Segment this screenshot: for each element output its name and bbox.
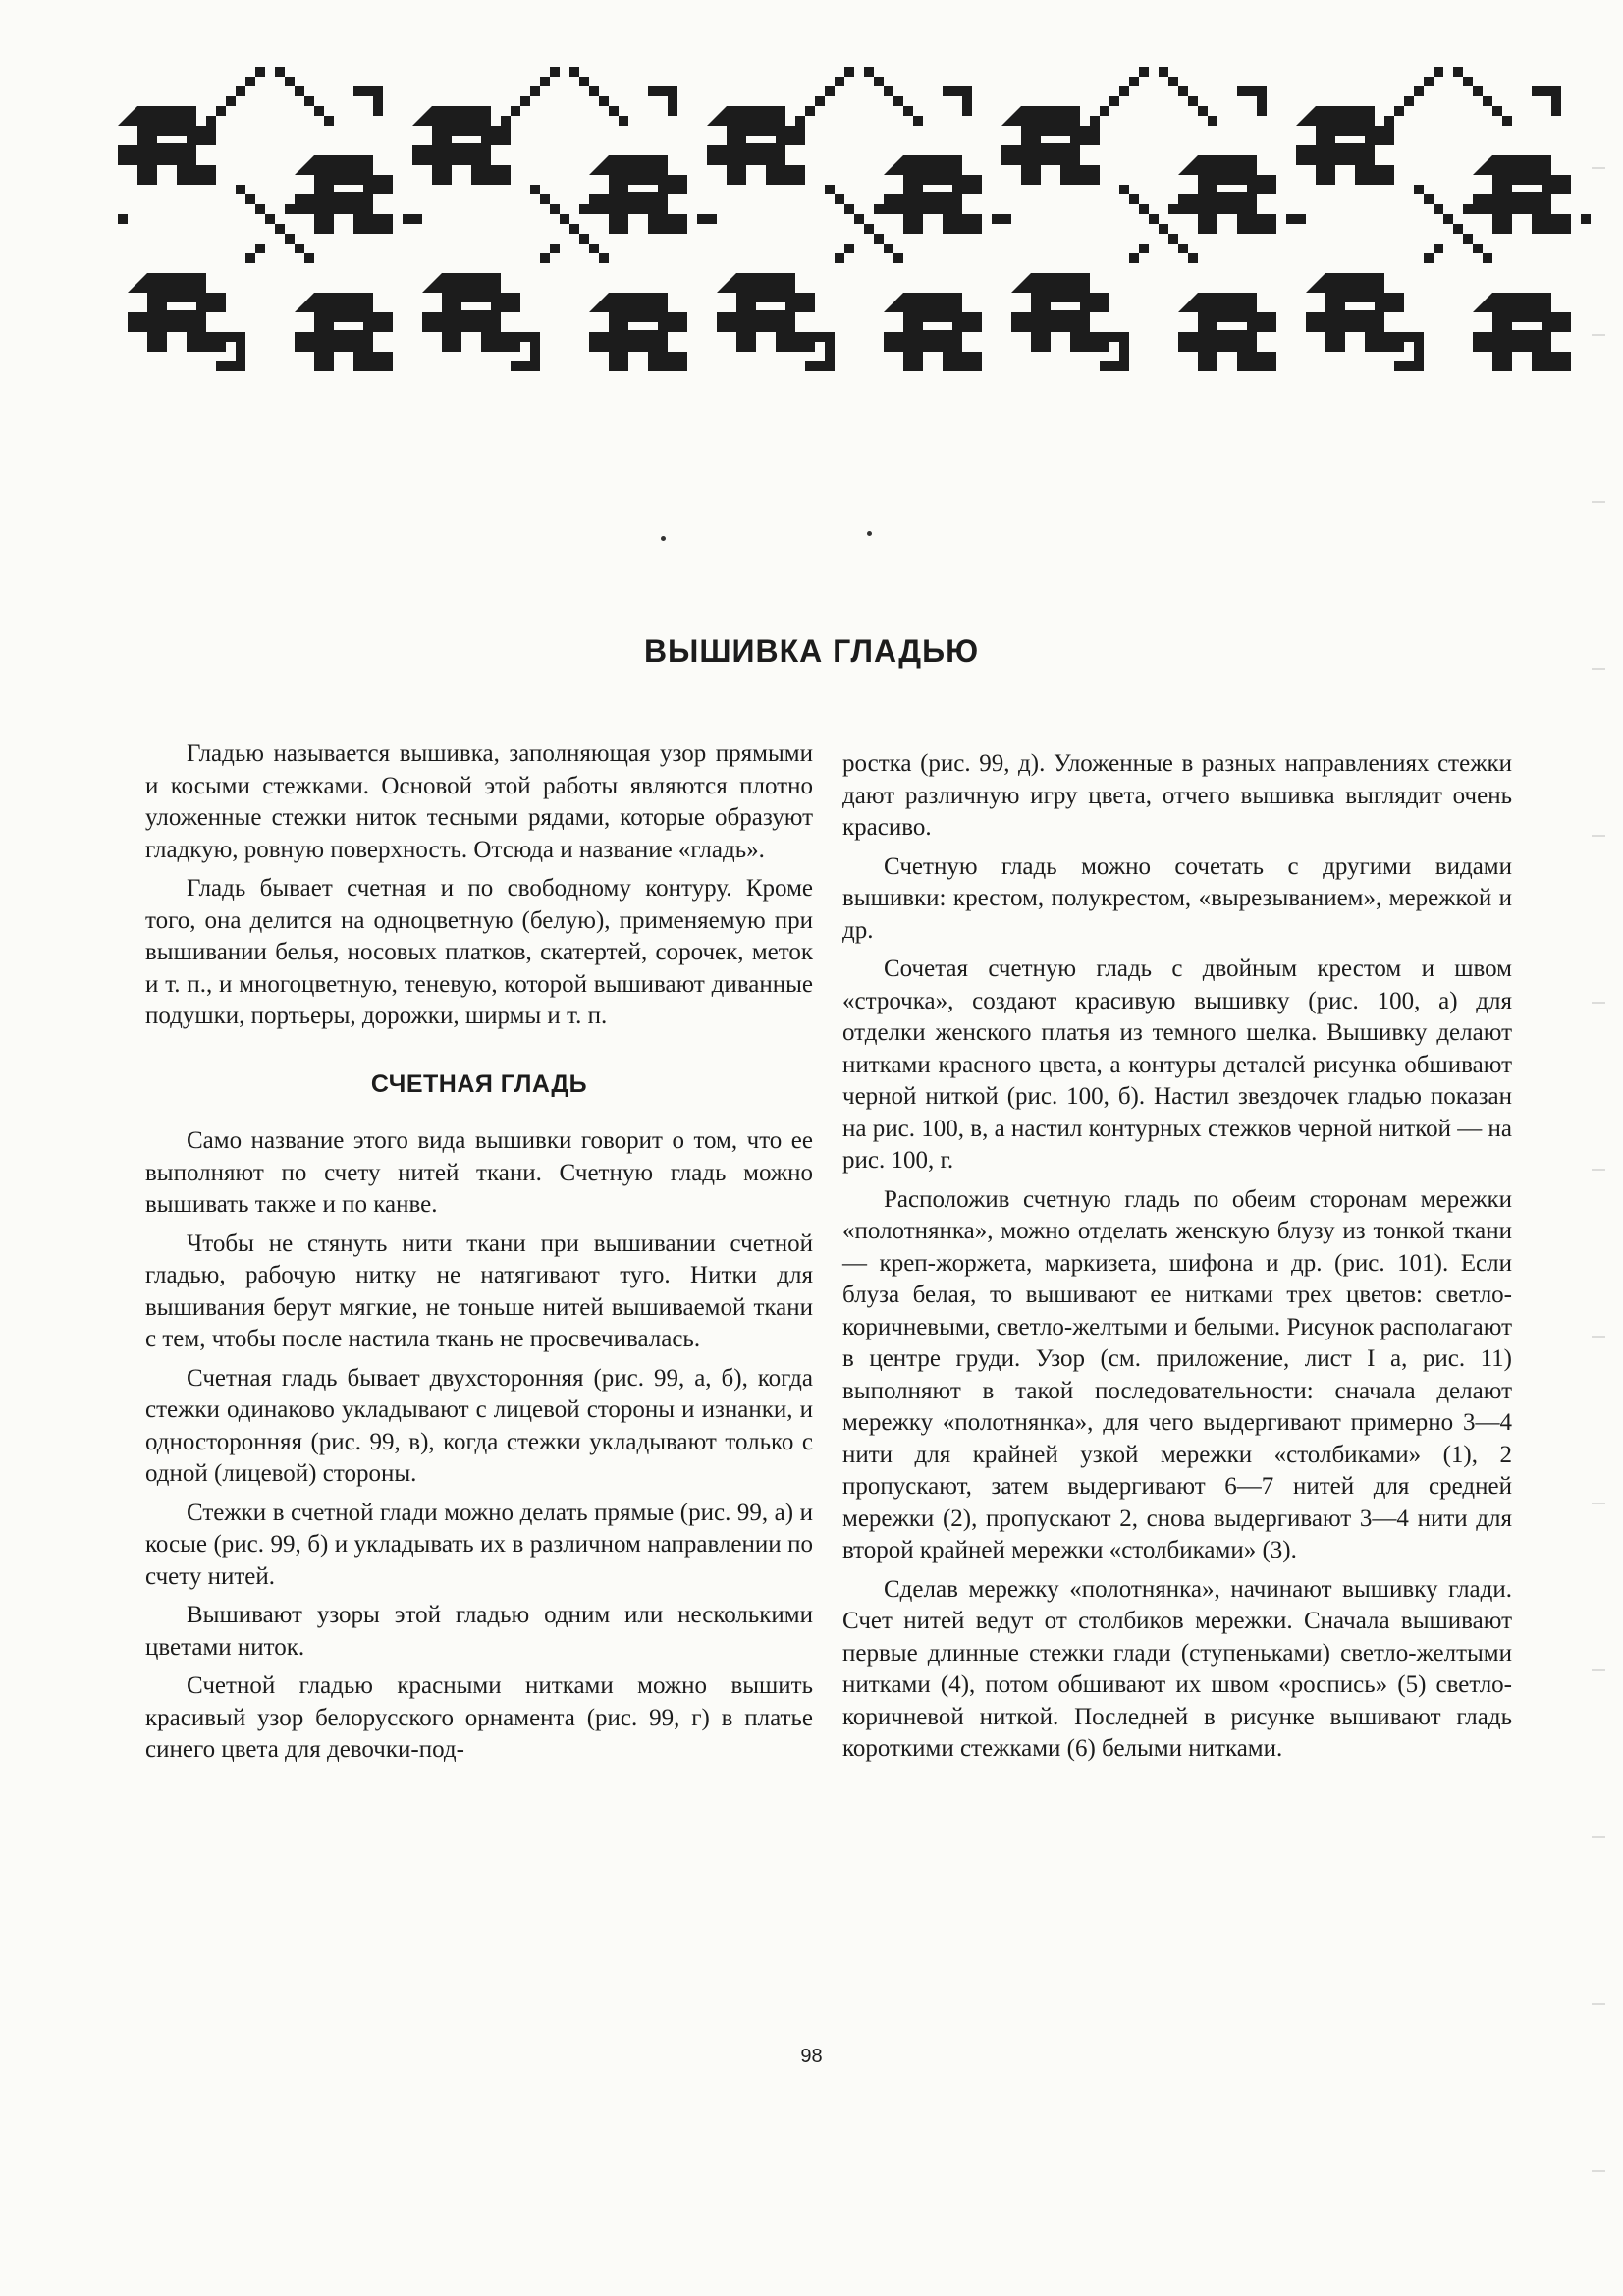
paragraph: ростка (рис. 99, д). Уложенные в разных направлениях стежки дают различную игру цвета, отчего вышивка выглядит очень красиво.: [842, 750, 1512, 841]
paragraph: Гладью называется вышивка, заполняющая узор прямыми и косыми стежками. Основой этой работы являются плотно уложенные стежки ниток тесными рядами, которые образуют гладкую, ровную поверхность. Отсюда и название «гладь».: [145, 740, 813, 863]
left-column: [145, 738, 813, 1774]
paragraph: Стежки в счетной глади можно делать прямые (рис. 99, а) и косые (рис. 99, б) и укладывать их в различном направлении по счету нитей.: [145, 1499, 813, 1590]
paragraph: Счетная гладь бывает двухсторонняя (рис. 99, а, б), когда стежки одинаково укладывают с лицевой стороны и изнанки, и односторонняя (рис. 99, в), когда стежки укладывают только с одной (лицевой) стороны.: [145, 1364, 813, 1487]
paragraph: Сочетая счетную гладь с двойным крестом и швом «строчка», создают красивую вышивку (рис. 100, а) для отделки женского платья из темного шелка. Вышивку делают нитками красного цвета, а контуры деталей рисунка обшивают черной ниткой (рис. 100, б). Настил звездочек гладью показан на рис. 100, в, а настил контурных стежков черной ниткой — на рис. 100, г.: [842, 956, 1512, 1174]
right-column: [842, 748, 1512, 1773]
paragraph: Чтобы не стянуть нити ткани при вышивании счетной гладью, рабочую нитку не натягивают туго. Нитки для вышивания берут мягкие, не тоньше нитей вышиваемой ткани с тем, чтобы после настила ткань не просвечивалась.: [145, 1230, 813, 1352]
section-heading: СЧЕТНАЯ ГЛАДЬ: [370, 1069, 588, 1098]
paragraph: Сделав мережку «полотнянка», начинают вышивку глади. Счет нитей ведут от столбиков мережки. Сначала вышивают первые длинные стежки глади (ступеньками) светло-желтыми нитками (4), потом обшивают их швом «роспись» (5) светло-коричневой ниткой. Последней в рисунке вышивают гладь короткими стежками (6) белыми нитками.: [842, 1575, 1512, 1762]
paragraph: Счетную гладь можно сочетать с другими видами вышивки: крестом, полукрестом, «вырезыванием», мережкой и др.: [842, 852, 1512, 944]
paragraph: Расположив счетную гладь по обеим сторонам мережки «полотнянка», можно отделать женскую блузу из тонкой ткани — креп-жоржета, маркизета, шифона и др. (рис. 101). Если блуза белая, то вышивают ее нитками трех цветов: светло-коричневыми, светло-желтыми и белыми. Рисунок располагают в центре груди. Узор (см. приложение, лист I а, рис. 11) выполняют в такой последовательности: сначала делают мережку «полотнянка», для чего выдергивают примерно 3—4 нити для крайней узкой мережки «столбиками» (1), 2 пропускают, затем выдергивают 6—7 нитей для средней мережки (2), пропускают 2, снова выдергивают 3—4 нити для второй крайней мережки «столбиками» (3).: [842, 1185, 1512, 1563]
embroidery-ornament-border: [118, 67, 1591, 401]
paragraph: Само название этого вида вышивки говорит о том, что ее выполняют по счету нитей ткани. Счетную гладь можно вышивать также и по канве.: [145, 1127, 813, 1218]
paragraph: Счетной гладью красными нитками можно вышить красивый узор белорусского орнамента (рис. 99, г) в платье синего цвета для девочки-под-: [145, 1672, 813, 1763]
paragraph: Гладь бывает счетная и по свободному контуру. Кроме того, она делится на одноцветную (белую), применяемую при вышивании белья, носовых платков, скатертей, сорочек, меток и т. п., и многоцветную, теневую, которой вышивают диванные подушки, портьеры, дорожки, ширмы и т. п.: [145, 875, 813, 1029]
scan-edge-noise: [1592, 79, 1605, 2200]
paragraph: Вышивают узоры этой гладью одним или несколькими цветами ниток.: [145, 1602, 813, 1661]
scan-speck: [661, 536, 666, 541]
ornament-pattern-icon: [118, 67, 1591, 401]
scan-speck: [867, 531, 872, 536]
page-number: 98: [800, 2046, 823, 2067]
page-title: ВЫШИВКА ГЛАДЬЮ: [643, 633, 980, 669]
